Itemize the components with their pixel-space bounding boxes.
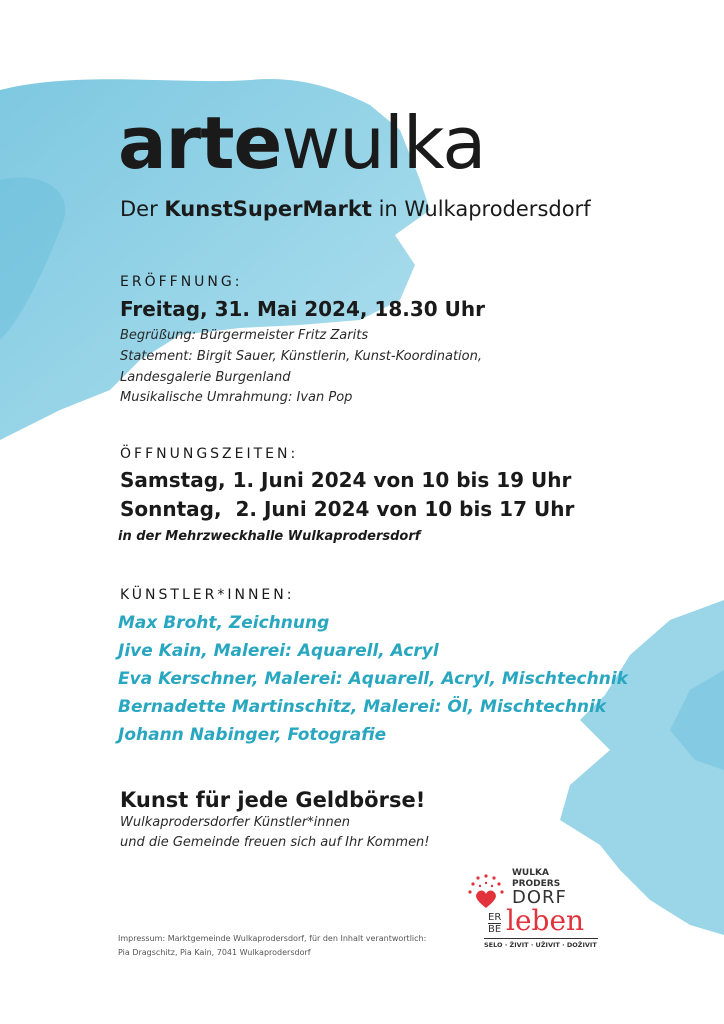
logo-line2: PRODERS xyxy=(512,879,561,889)
hours-line: Sonntag, 2. Juni 2024 von 10 bis 17 Uhr xyxy=(120,497,575,521)
title-part-arte: arte xyxy=(118,101,282,185)
logo-line3: DORF xyxy=(512,887,567,908)
artist-item: Jive Kain, Malerei: Aquarell, Acryl xyxy=(118,641,439,661)
tagline-line: Wulkaprodersdorfer Künstler*innen xyxy=(120,815,351,830)
title-part-wulka: wulka xyxy=(281,101,486,185)
heart-fireworks-icon xyxy=(466,872,506,912)
poster-subtitle xyxy=(120,196,591,222)
hours-location: in der Mehrzweckhalle Wulkaprodersdorf xyxy=(118,529,421,544)
hours-label: ÖFFNUNGSZEITEN: xyxy=(120,446,299,462)
subtitle-bold: KunstSuperMarkt xyxy=(164,197,372,221)
logo-leben: leben xyxy=(506,904,585,937)
impressum-line: Impressum: Marktgemeinde Wulkaprodersdorf, für den Inhalt verantwortlich: xyxy=(118,934,427,943)
opening-date: Freitag, 31. Mai 2024, 18.30 Uhr xyxy=(120,297,485,321)
tagline-line: und die Gemeinde freuen sich auf Ihr Kommen! xyxy=(120,835,430,850)
subtitle-pre: Der xyxy=(120,197,165,221)
logo-divider xyxy=(484,938,598,939)
tagline-headline: Kunst für jede Geldbörse! xyxy=(120,788,426,812)
opening-detail: Musikalische Umrahmung: Ivan Pop xyxy=(120,390,353,405)
opening-label: ERÖFFNUNG: xyxy=(120,274,243,290)
logo-line1: WULKA xyxy=(512,868,549,878)
artist-item: Max Broht, Zeichnung xyxy=(118,613,330,633)
artist-item: Bernadette Martinschitz, Malerei: Öl, Mischtechnik xyxy=(118,697,607,717)
subtitle-post: in Wulkaprodersdorf xyxy=(371,197,591,221)
poster-title xyxy=(118,98,485,188)
logo-be: BE xyxy=(488,924,502,935)
hours-line: Samstag, 1. Juni 2024 von 10 bis 19 Uhr xyxy=(120,468,572,492)
opening-detail: Landesgalerie Burgenland xyxy=(120,370,291,385)
logo-er: ER xyxy=(488,912,502,923)
artist-item: Eva Kerschner, Malerei: Aquarell, Acryl, Mischtechnik xyxy=(118,669,628,689)
opening-detail: Statement: Birgit Sauer, Künstlerin, Kunst-Koordination, xyxy=(120,349,482,364)
impressum-line: Pia Dragschitz, Pia Kain, 7041 Wulkaprodersdorf xyxy=(118,948,311,957)
opening-detail: Begrüßung: Bürgermeister Fritz Zarits xyxy=(120,328,369,343)
artist-item: Johann Nabinger, Fotografie xyxy=(118,725,387,745)
artists-label: KÜNSTLER*INNEN: xyxy=(120,587,295,603)
municipality-logo xyxy=(462,866,612,956)
logo-slogan: SELO · ŽIVIT · UŽIVIT · DOŽIVIT xyxy=(484,941,597,949)
